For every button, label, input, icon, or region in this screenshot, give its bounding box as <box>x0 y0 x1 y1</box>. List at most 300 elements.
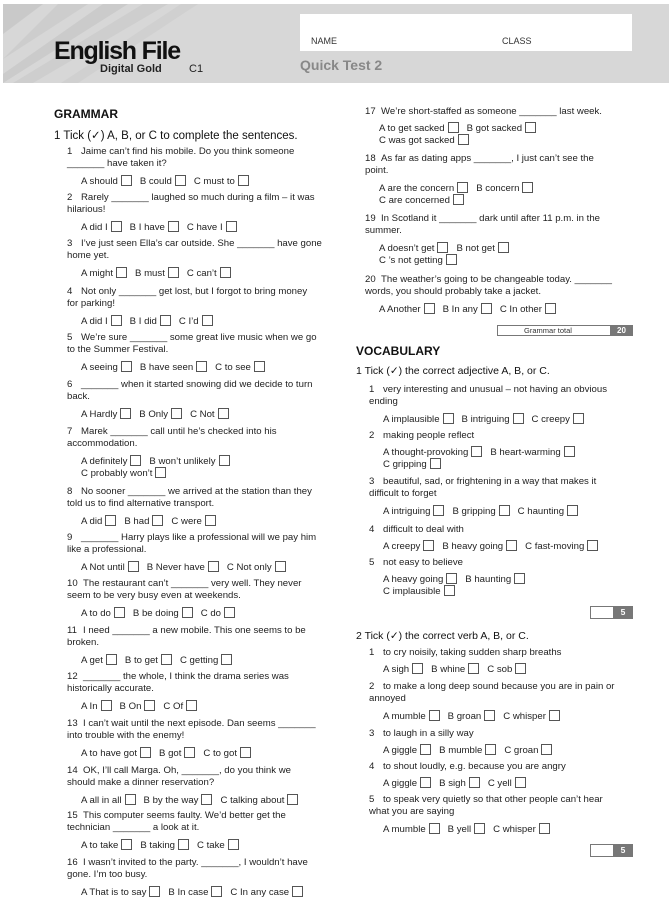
tick-checkbox[interactable] <box>111 315 122 326</box>
tick-checkbox[interactable] <box>564 446 575 457</box>
question-text-line: hilarious! <box>67 204 106 216</box>
tick-checkbox[interactable] <box>161 654 172 665</box>
tick-checkbox[interactable] <box>545 303 556 314</box>
answer-option[interactable] <box>187 267 231 279</box>
question-text-line: ending <box>369 396 398 408</box>
tick-checkbox[interactable] <box>226 221 237 232</box>
tick-checkbox[interactable] <box>224 607 235 618</box>
tick-checkbox[interactable] <box>448 122 459 133</box>
tick-checkbox[interactable] <box>446 573 457 584</box>
tick-checkbox[interactable] <box>429 823 440 834</box>
answer-option[interactable] <box>448 823 485 835</box>
answer-options <box>379 182 541 194</box>
question-number: 17 <box>365 106 376 117</box>
option-label: B mumble <box>439 745 483 757</box>
question-text-line: OK, I’ll call Marga. Oh, _______, do you think we <box>83 765 291 776</box>
answer-option[interactable] <box>487 663 526 675</box>
answer-option[interactable] <box>500 303 556 315</box>
question-text-line: into trouble with the enemy! <box>67 730 185 742</box>
question-text-line: This computer seems faulty. We’d better get the <box>83 810 286 821</box>
tick-checkbox[interactable] <box>238 175 249 186</box>
vocab-ex2-score-box <box>590 844 633 857</box>
question-number: 1 <box>369 647 375 658</box>
answer-options <box>81 267 239 279</box>
answer-option[interactable] <box>81 886 160 898</box>
name-class-box[interactable] <box>300 14 632 51</box>
option-label: C was got sacked <box>379 135 455 147</box>
answer-options <box>383 710 568 722</box>
tick-checkbox[interactable] <box>211 886 222 897</box>
option-label: B won’t unlikely <box>149 455 216 467</box>
option-label: B got sacked <box>466 123 523 135</box>
question-text-line: making people reflect <box>383 430 475 441</box>
answer-option[interactable] <box>465 573 525 585</box>
tick-checkbox[interactable] <box>484 710 495 721</box>
answer-option[interactable] <box>133 607 193 619</box>
tick-checkbox[interactable] <box>433 505 444 516</box>
tick-checkbox[interactable] <box>218 408 229 419</box>
tick-checkbox[interactable] <box>228 839 239 850</box>
answer-option[interactable] <box>383 710 440 722</box>
option-label: C do <box>200 607 222 619</box>
question-number: 1 <box>369 384 375 395</box>
answer-option[interactable] <box>194 175 249 187</box>
answer-option[interactable] <box>180 654 232 666</box>
answer-option[interactable] <box>379 254 457 266</box>
answer-option[interactable] <box>168 886 222 898</box>
answer-options <box>383 663 534 675</box>
option-label: C probably won’t <box>81 467 153 479</box>
question-number: 3 <box>369 476 375 487</box>
tick-checkbox[interactable] <box>525 122 536 133</box>
tick-checkbox[interactable] <box>221 654 232 665</box>
option-label: B could <box>139 175 172 187</box>
answer-option[interactable] <box>383 585 455 597</box>
tick-checkbox[interactable] <box>430 458 441 469</box>
answer-option[interactable] <box>140 361 207 373</box>
tick-checkbox[interactable] <box>186 700 197 711</box>
tick-checkbox[interactable] <box>121 175 132 186</box>
answer-option[interactable] <box>443 303 492 315</box>
tick-checkbox[interactable] <box>220 267 231 278</box>
answer-option[interactable] <box>476 182 533 194</box>
question-text-line: In Scotland it _______ dark until after 11 p.m. in the <box>381 213 601 224</box>
answer-option[interactable] <box>81 515 116 527</box>
answer-option[interactable] <box>135 267 179 279</box>
answer-option[interactable] <box>81 408 131 420</box>
answer-option[interactable] <box>147 561 219 573</box>
answer-option[interactable] <box>81 467 166 479</box>
answer-options <box>81 221 245 233</box>
tick-checkbox[interactable] <box>208 561 219 572</box>
tick-checkbox[interactable] <box>175 175 186 186</box>
option-label: B I have <box>129 221 165 233</box>
answer-option[interactable] <box>379 303 435 315</box>
answer-option[interactable] <box>383 505 444 517</box>
answer-options <box>81 747 259 759</box>
answer-option[interactable] <box>179 315 213 327</box>
answer-option[interactable] <box>81 455 141 467</box>
tick-checkbox[interactable] <box>240 747 251 758</box>
answer-options <box>383 540 606 552</box>
tick-checkbox[interactable] <box>539 823 550 834</box>
tick-checkbox[interactable] <box>184 747 195 758</box>
question-number: 10 <box>67 578 78 589</box>
answer-option[interactable] <box>120 700 156 712</box>
answer-options <box>383 413 592 425</box>
question-number: 9 <box>67 532 73 543</box>
question-number: 3 <box>67 238 73 249</box>
option-label: C can’t <box>186 267 217 279</box>
question-text-line: like a professional. <box>67 544 147 556</box>
answer-option[interactable] <box>439 777 480 789</box>
answer-option[interactable] <box>383 446 482 458</box>
option-label: C take <box>197 839 225 851</box>
question-number: 7 <box>67 426 73 437</box>
tick-checkbox[interactable] <box>105 515 116 526</box>
option-label: C whisper <box>503 710 546 722</box>
answer-option[interactable] <box>187 221 237 233</box>
tick-checkbox[interactable] <box>567 505 578 516</box>
answer-option[interactable] <box>159 747 195 759</box>
answer-options <box>383 777 534 789</box>
tick-checkbox[interactable] <box>168 267 179 278</box>
answer-option[interactable] <box>227 561 286 573</box>
tick-checkbox[interactable] <box>506 540 517 551</box>
option-label: B got <box>159 747 182 759</box>
question-text-line: Rarely _______ laughed so much during a film – it was <box>81 192 315 203</box>
answer-option[interactable] <box>215 361 265 373</box>
tick-checkbox[interactable] <box>498 242 509 253</box>
answer-option[interactable] <box>383 744 431 756</box>
question-text-line: historically accurate. <box>67 683 154 695</box>
answer-option[interactable] <box>81 794 136 806</box>
answer-options <box>379 242 517 254</box>
option-label: B intriguing <box>461 413 510 425</box>
question-text-line: should make a dinner reservation? <box>67 777 215 789</box>
answer-option[interactable] <box>439 744 496 756</box>
question-text-line: We’re short-staffed as someone _______ last week. <box>381 106 602 117</box>
question-text-line: difficult to deal with <box>383 524 464 535</box>
answer-option[interactable] <box>230 886 303 898</box>
grammar-total-bar <box>497 325 633 336</box>
tick-checkbox[interactable] <box>515 663 526 674</box>
tick-checkbox[interactable] <box>202 315 213 326</box>
option-label: A did I <box>81 315 108 327</box>
answer-option[interactable] <box>383 663 423 675</box>
answer-option[interactable] <box>197 839 239 851</box>
question-text-line: Jaime can’t find his mobile. Do you think someone <box>81 146 295 157</box>
option-label: C Not only <box>226 561 272 573</box>
grammar-instruction: 1 Tick (✓) A, B, or C to complete the sentences. <box>54 130 298 142</box>
option-label: A get <box>81 654 103 666</box>
question-text-line: _______ have taken it? <box>67 158 167 170</box>
answer-option[interactable] <box>130 221 179 233</box>
tick-checkbox[interactable] <box>522 182 533 193</box>
tick-checkbox[interactable] <box>130 455 141 466</box>
tick-checkbox[interactable] <box>469 777 480 788</box>
tick-checkbox[interactable] <box>121 839 132 850</box>
tick-checkbox[interactable] <box>485 744 496 755</box>
option-label: B must <box>135 267 165 279</box>
answer-option[interactable] <box>379 194 464 206</box>
brand-subtitle: Digital Gold <box>100 63 162 75</box>
answer-option[interactable] <box>81 561 139 573</box>
tick-checkbox[interactable] <box>541 744 552 755</box>
option-label: C are concerned <box>379 194 450 206</box>
tick-checkbox[interactable] <box>121 361 132 372</box>
option-label: C groan <box>504 745 539 757</box>
tick-checkbox[interactable] <box>429 710 440 721</box>
question-number: 13 <box>67 718 78 729</box>
tick-checkbox[interactable] <box>457 182 468 193</box>
tick-checkbox[interactable] <box>144 700 155 711</box>
tick-checkbox[interactable] <box>152 515 163 526</box>
answer-option[interactable] <box>81 607 125 619</box>
answer-options <box>81 700 205 712</box>
option-label: B haunting <box>465 574 512 586</box>
tick-checkbox[interactable] <box>458 134 469 145</box>
answer-option[interactable] <box>81 839 132 851</box>
answer-option[interactable] <box>490 446 574 458</box>
tick-checkbox[interactable] <box>155 467 166 478</box>
tick-checkbox[interactable] <box>171 408 182 419</box>
tick-checkbox[interactable] <box>573 413 584 424</box>
answer-option[interactable] <box>124 515 163 527</box>
answer-option[interactable] <box>163 700 197 712</box>
tick-checkbox[interactable] <box>515 777 526 788</box>
answer-options <box>379 303 564 315</box>
answer-options <box>81 654 240 666</box>
answer-options <box>81 515 224 527</box>
tick-checkbox[interactable] <box>140 747 151 758</box>
tick-checkbox[interactable] <box>182 607 193 618</box>
tick-checkbox[interactable] <box>471 446 482 457</box>
answer-options <box>81 175 257 187</box>
answer-option[interactable] <box>383 540 434 552</box>
answer-option[interactable] <box>452 505 509 517</box>
answer-option[interactable] <box>201 607 235 619</box>
tick-checkbox[interactable] <box>446 254 457 265</box>
option-label: A giggle <box>383 745 418 757</box>
option-label: C fast-moving <box>525 541 585 553</box>
tick-checkbox[interactable] <box>587 540 598 551</box>
option-label: A giggle <box>383 778 418 790</box>
answer-option[interactable] <box>493 823 550 835</box>
answer-option[interactable] <box>379 134 469 146</box>
tick-checkbox[interactable] <box>101 700 112 711</box>
option-label: A sigh <box>383 664 410 676</box>
option-label: A to get sacked <box>379 123 445 135</box>
answer-option[interactable] <box>525 540 598 552</box>
tick-checkbox[interactable] <box>178 839 189 850</box>
tick-checkbox[interactable] <box>275 561 286 572</box>
tick-checkbox[interactable] <box>423 540 434 551</box>
answer-option[interactable] <box>149 455 229 467</box>
question-text-line: to speak very quietly so that other people can’t hear <box>383 794 603 805</box>
question-number: 12 <box>67 671 78 682</box>
tick-checkbox[interactable] <box>420 777 431 788</box>
tick-checkbox[interactable] <box>443 413 454 424</box>
tick-checkbox[interactable] <box>160 315 171 326</box>
question-number: 4 <box>67 286 73 297</box>
tick-checkbox[interactable] <box>474 823 485 834</box>
answer-option[interactable] <box>379 242 448 254</box>
tick-checkbox[interactable] <box>116 267 127 278</box>
answer-option[interactable] <box>448 710 496 722</box>
option-label: B In case <box>168 886 209 898</box>
option-label: A intriguing <box>383 505 431 517</box>
question-number: 15 <box>67 810 78 821</box>
tick-checkbox[interactable] <box>205 515 216 526</box>
option-label: B whine <box>431 664 466 676</box>
answer-option[interactable] <box>383 573 457 585</box>
option-label: B by the way <box>143 794 199 806</box>
question-number: 14 <box>67 765 78 776</box>
answer-options <box>383 585 463 597</box>
question-text-line: told us to find alternative transport. <box>67 498 215 510</box>
tick-checkbox[interactable] <box>168 221 179 232</box>
answer-option[interactable] <box>383 458 441 470</box>
tick-checkbox[interactable] <box>444 585 455 596</box>
answer-option[interactable] <box>140 839 189 851</box>
tick-checkbox[interactable] <box>424 303 435 314</box>
answer-option[interactable] <box>467 122 536 134</box>
answer-option[interactable] <box>431 663 479 675</box>
option-label: A mumble <box>383 710 426 722</box>
answer-option[interactable] <box>130 315 171 327</box>
answer-option[interactable] <box>125 654 172 666</box>
answer-options <box>379 194 472 206</box>
tick-checkbox[interactable] <box>468 663 479 674</box>
answer-option[interactable] <box>456 242 508 254</box>
option-label: A Hardly <box>81 408 118 420</box>
option-label: C yell <box>487 778 512 790</box>
answer-options <box>81 839 247 851</box>
option-label: C to see <box>215 361 251 373</box>
header-banner <box>3 4 669 83</box>
answer-option[interactable] <box>81 267 127 279</box>
answer-option[interactable] <box>504 744 552 756</box>
tick-checkbox[interactable] <box>420 744 431 755</box>
tick-checkbox[interactable] <box>412 663 423 674</box>
option-label: A In <box>81 700 98 712</box>
question-number: 11 <box>67 625 77 636</box>
option-label: B Only <box>139 408 169 420</box>
option-label: B sigh <box>439 778 466 790</box>
tick-checkbox[interactable] <box>125 794 136 805</box>
option-label: B had <box>124 515 150 527</box>
question-text-line: No sooner _______ we arrived at the station than they <box>81 486 312 497</box>
level-label: C1 <box>189 63 204 75</box>
answer-option[interactable] <box>488 777 526 789</box>
answer-option[interactable] <box>81 747 151 759</box>
answer-option[interactable] <box>81 315 122 327</box>
tick-checkbox[interactable] <box>499 505 510 516</box>
answer-option[interactable] <box>81 700 112 712</box>
option-label: B heavy going <box>442 541 504 553</box>
tick-checkbox[interactable] <box>549 710 560 721</box>
tick-checkbox[interactable] <box>149 886 160 897</box>
answer-option[interactable] <box>81 654 117 666</box>
tick-checkbox[interactable] <box>453 194 464 205</box>
question-number: 4 <box>369 524 375 535</box>
option-label: B taking <box>140 839 176 851</box>
answer-option[interactable] <box>81 361 132 373</box>
option-label: C were <box>171 515 202 527</box>
question-text-line: seem to be very busy even at weekends. <box>67 590 241 602</box>
answer-option[interactable] <box>81 175 132 187</box>
option-label: C to got <box>203 747 238 759</box>
tick-checkbox[interactable] <box>513 413 524 424</box>
tick-checkbox[interactable] <box>201 794 212 805</box>
option-label: C getting <box>179 654 219 666</box>
option-label: C I’d <box>178 315 199 327</box>
option-label: A are the concern <box>379 182 455 194</box>
answer-option[interactable] <box>383 823 440 835</box>
answer-option[interactable] <box>203 747 251 759</box>
tick-checkbox[interactable] <box>120 408 131 419</box>
tick-checkbox[interactable] <box>481 303 492 314</box>
answer-option[interactable] <box>442 540 517 552</box>
option-label: A Not until <box>81 561 125 573</box>
option-label: B yell <box>447 823 472 835</box>
answer-option[interactable] <box>144 794 213 806</box>
answer-option[interactable] <box>190 408 229 420</box>
option-label: B In any <box>442 303 478 315</box>
answer-option[interactable] <box>383 777 431 789</box>
option-label: B heart-warming <box>490 447 561 459</box>
tick-checkbox[interactable] <box>106 654 117 665</box>
answer-option[interactable] <box>81 221 122 233</box>
option-label: A to take <box>81 839 119 851</box>
answer-option[interactable] <box>140 175 186 187</box>
answer-option[interactable] <box>518 505 578 517</box>
tick-checkbox[interactable] <box>196 361 207 372</box>
tick-checkbox[interactable] <box>292 886 303 897</box>
answer-option[interactable] <box>139 408 182 420</box>
answer-option[interactable] <box>462 413 524 425</box>
tick-checkbox[interactable] <box>128 561 139 572</box>
tick-checkbox[interactable] <box>254 361 265 372</box>
tick-checkbox[interactable] <box>514 573 525 584</box>
answer-option[interactable] <box>503 710 560 722</box>
test-title: Quick Test 2 <box>300 57 383 73</box>
question-text-line: technician _______ a look at it. <box>67 822 200 834</box>
option-label: B be doing <box>132 607 179 619</box>
answer-option[interactable] <box>220 794 298 806</box>
answer-option[interactable] <box>171 515 215 527</box>
answer-option[interactable] <box>383 413 454 425</box>
option-label: A might <box>81 267 113 279</box>
question-text-line: home yet. <box>67 250 110 262</box>
option-label: A should <box>81 175 118 187</box>
answer-option[interactable] <box>379 182 468 194</box>
answer-option[interactable] <box>532 413 584 425</box>
option-label: A to have got <box>81 747 138 759</box>
tick-checkbox[interactable] <box>287 794 298 805</box>
option-label: C Not <box>190 408 215 420</box>
question-number: 3 <box>369 728 375 739</box>
tick-checkbox[interactable] <box>437 242 448 253</box>
answer-option[interactable] <box>379 122 459 134</box>
tick-checkbox[interactable] <box>114 607 125 618</box>
option-label: A heavy going <box>383 574 444 586</box>
option-label: C In any case <box>230 886 290 898</box>
answer-options <box>379 122 544 134</box>
tick-checkbox[interactable] <box>111 221 122 232</box>
tick-checkbox[interactable] <box>219 455 230 466</box>
